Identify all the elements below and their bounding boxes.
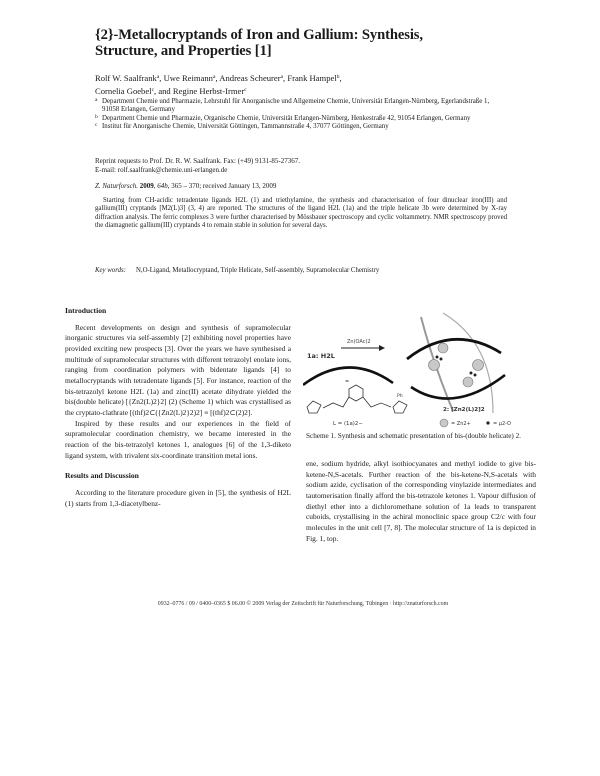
affiliation-b — [95, 115, 495, 123]
affiliation-mark: c — [95, 121, 98, 128]
journal-pages: 365 – 370; received January 13, 2009 — [171, 182, 277, 190]
affiliation-mark: a — [280, 74, 284, 80]
keywords-text: N,O-Ligand, Metallocryptand, Triple Helicate, Self-assembly, Supramolecular Chemistry — [136, 267, 380, 274]
page-footer: 0932–0776 / 09 / 0400–0365 $ 06.00 © 2009 Verlag der Zeitschrift für Naturforschung, Tübingen · http://znaturforsch.com — [157, 601, 449, 607]
affiliation-text: Department Chemie und Pharmazie, Lehrstuhl für Anorganische und Allgemeine Chemie, Universität Erlangen-Nürnberg, Egerlandstraße 1, 91058 Erlangen, Germany — [102, 98, 490, 114]
results-paragraph-1: According to the literature procedure given in [5], the synthesis of H2L (1) starts from 1,3-diacetylbenz- — [65, 487, 291, 508]
product-label: 2: [Zn2(L)2]2 — [443, 407, 485, 413]
journal-citation: Z. Naturforsch. 2009, 64b, 365 – 370; received January 13, 2009 — [95, 182, 277, 190]
abstract: Starting from CH-acidic tetradentate ligands H2L (1) and triethylamine, the synthesis and characterisation of four dinuclear iron(III) and gallium(III) cryptands [M2(L)3] (3, 4) are reported. The structures of the ligand H2L (1a) and the triple helicate 3b were determined by X-ray diffraction analysis. The ferric complexes 3 were further characterised by Mössbauer spectroscopy and cyclic voltammetry. NMR spectroscopy proved the diamagnetic gallium(III) cryptands 4 to remain stable in solution for several days. — [95, 197, 507, 230]
keywords-label: Key words: — [95, 267, 126, 274]
keywords — [95, 267, 507, 275]
affiliation-mark: c — [244, 86, 247, 93]
author-list: Rolf W. Saalfrank$^a$, Uwe Reimann$^a$, Andreas Scheurer$^a$, Frank Hampel$^b$, Cornelia Goebel$^c$, and Regine Herbst-Irmer$^c$ — [95, 73, 342, 96]
affiliation-mark: b — [95, 113, 98, 120]
affiliation-mark: a — [212, 74, 216, 80]
scheme-graphic — [303, 303, 539, 429]
phenyl-label: Ph — [397, 394, 403, 399]
results-paragraph-1-continued: ene, sodium hydride, alkyl isothiocyanates and methyl iodide to give bis-ketene-N,S-acetals. Further reaction of the bis-ketene-N,S-acetals with sodium azide, cyclisation of the corresponding vinylazide intermediates and tautomerisation finally afford the bis-tetrazole ketones 1. Vapour diffusion of diethyl ether into a dichloromethane solution of 1a leads to transparent cuboids, crystallising in the achiral monoclinic space group C2/c with four molecules in the unit cell [7, 8]. The molecular structure of 1a is depicted in Fig. 1, top. — [306, 459, 536, 543]
affiliation-mark: a — [95, 97, 98, 103]
left-column — [65, 306, 291, 509]
section-heading-results: Results and Discussion — [65, 471, 139, 481]
author: Frank Hampel — [287, 73, 337, 83]
author: Andreas Scheurer — [219, 73, 281, 83]
reprint-requests: Reprint requests to Prof. Dr. R. W. Saalfrank. Fax: (+49) 9131-85-27367. — [95, 157, 300, 165]
author: Rolf W. Saalfrank — [95, 73, 157, 83]
scheme-1-figure — [303, 303, 539, 429]
author: Regine Herbst-Irmer — [172, 85, 245, 96]
intro-paragraph-1: Recent developments on design and synthesis of supramolecular inorganic structures via self-assembly [2] exhibiting novel properties have provided exciting new prospects [3]. Over the years we have synthesised a multitude of supramolecular structures with different tetrazolyl enolate ions, ranging from coordination polymers with bidentate ligands [4] to metallocryptands with tetradentate ligands [5]. For instance, reaction of the bis-tetrazolyl ketone H2L (1a) and zinc(II) acetate dihydrate yielded the bis(double helicate) [{Zn2(L)2}2] (2) (Scheme 1) which was crystallised as the cryptato-clathrate [(thf)2⊂({Zn2(L)2}2)2] ≡ [(thf)2⊂(2)2]. — [65, 322, 291, 417]
email-link[interactable]: E-mail: rolf.saalfrank@chemie.uni-erlangen.de — [95, 165, 228, 174]
paper-title: {2}-Metallocryptands of Iron and Gallium: Synthesis, Structure, and Properties [1] — [95, 27, 423, 59]
right-column — [306, 459, 536, 544]
legend-oxygen: = μ2-O — [493, 421, 511, 427]
author: Uwe Reimann — [163, 73, 213, 83]
author: Cornelia Goebel — [95, 85, 152, 96]
section-heading-introduction: Introduction — [65, 306, 107, 315]
reagent-label: Zn(OAc)2 — [347, 339, 371, 345]
affiliation-mark: a — [156, 74, 160, 80]
journal-name: Z. Naturforsch. — [95, 182, 138, 190]
affiliation-c — [95, 123, 495, 131]
affiliation-mark: b — [336, 74, 340, 80]
affiliation-text: Institut für Anorganische Chemie, Universität Göttingen, Tammannstraße 4, 37077 Göttingen, Germany — [102, 122, 389, 130]
scheme-caption: Scheme 1. Synthesis and schematic presentation of bis-(double helicate) 2. — [306, 432, 521, 440]
affiliation-text: Department Chemie und Pharmazie, Organische Chemie, Universität Erlangen-Nürnberg, Henkestraße 42, 91054 Erlangen, Germany — [102, 114, 471, 122]
ligand-label: L = (1a)2− — [333, 421, 363, 427]
affiliation-mark: c — [151, 86, 155, 93]
reprint-info — [95, 157, 495, 174]
intro-paragraph-2: Inspired by these results and our experiences in the field of supramolecular coordination chemistry, we became interested in the reaction of the bis-tetrazolyl ketones 1, analogues [6] of the 1,3-diketo ligand system, with trivalent six-coordinate transition metal ions. — [65, 418, 291, 460]
equals-sign: = — [345, 379, 350, 385]
affiliations — [95, 98, 495, 131]
reactant-label: 1a: H2L — [307, 352, 335, 360]
legend-zinc: = Zn2+ — [451, 421, 471, 427]
affiliation-a — [95, 98, 495, 115]
journal-year: 2009 — [139, 182, 154, 190]
journal-volume: 64b — [157, 182, 168, 190]
